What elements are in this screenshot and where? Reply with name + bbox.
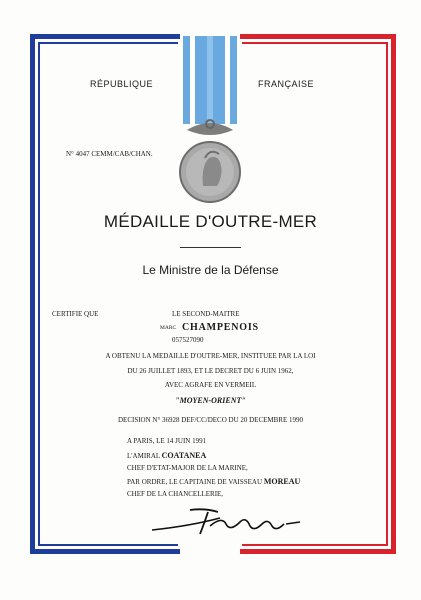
certificate-title: MÉDAILLE D'OUTRE-MER (103, 212, 318, 231)
award-text-line-2: DU 26 JUILLET 1893, ET LE DECRET DU 6 JUIN 1962, (127, 367, 294, 375)
recipient-last-name: CHAMPENOIS (182, 322, 259, 333)
certify-label: CERTIFIE QUE (52, 310, 99, 318)
header-republique: RÉPUBLIQUE (90, 79, 154, 89)
inner-border-blue-bottom (38, 544, 178, 546)
signature-stroke-4 (286, 522, 300, 524)
award-text-line-3: AVEC AGRAFE EN VERMEIL (164, 381, 257, 389)
decision-line: DECISION N° 36928 DEF/CC/DECO DU 20 DECEMBRE 1990 (117, 416, 303, 424)
inner-border-blue-left (38, 42, 40, 546)
order-prefix: PAR ORDRE, LE CAPITAINE DE VAISSEAU (127, 478, 263, 486)
border-blue-bottom (30, 549, 180, 554)
order-name: MOREAU (263, 477, 301, 486)
signature-stroke-1 (152, 518, 220, 530)
ribbon-stripe-right (225, 36, 230, 124)
clasp-name: "MOYEN-ORIENT" (175, 396, 246, 405)
inner-border-red-bottom (242, 544, 388, 546)
admiral-line (127, 451, 206, 460)
medal-illustration (165, 36, 255, 206)
recipient-first-name: MARC (160, 325, 177, 331)
signature-stroke-2 (190, 509, 218, 534)
order-line (127, 477, 300, 486)
admiral-prefix: L'AMIRAL (127, 452, 160, 460)
border-red-bottom (240, 549, 396, 554)
chancellery-line: CHEF DE LA CHANCELLERIE, (127, 490, 224, 498)
award-text-line-1: A OBTENU LA MEDAILLE D'OUTRE-MER, INSTITUEE PAR LA LOI (105, 352, 316, 360)
ribbon-stripe-center (207, 36, 213, 124)
minister-line: Le Ministre de la Défense (142, 263, 279, 277)
border-blue-top (30, 34, 180, 39)
inner-border-blue-top (38, 42, 178, 44)
title-divider (180, 247, 241, 248)
signature-stroke-3 (210, 520, 284, 529)
inner-border-red-top (242, 42, 388, 44)
recipient-number: 057527090 (172, 336, 204, 344)
border-red-top (240, 34, 396, 39)
admiral-title: CHEF D'ETAT-MAJOR DE LA MARINE, (127, 464, 248, 472)
reference-number: N° 4047 CEMM/CAB/CHAN. (66, 150, 153, 158)
admiral-name: COATANEA (161, 451, 207, 460)
recipient-rank: LE SECOND-MAITRE (172, 310, 240, 318)
signature (150, 502, 310, 542)
inner-border-red-right (386, 42, 388, 546)
header-francaise: FRANÇAISE (258, 79, 315, 89)
ribbon-stripe-left (190, 36, 195, 124)
place-date: A PARIS, LE 14 JUIN 1991 (127, 437, 207, 445)
